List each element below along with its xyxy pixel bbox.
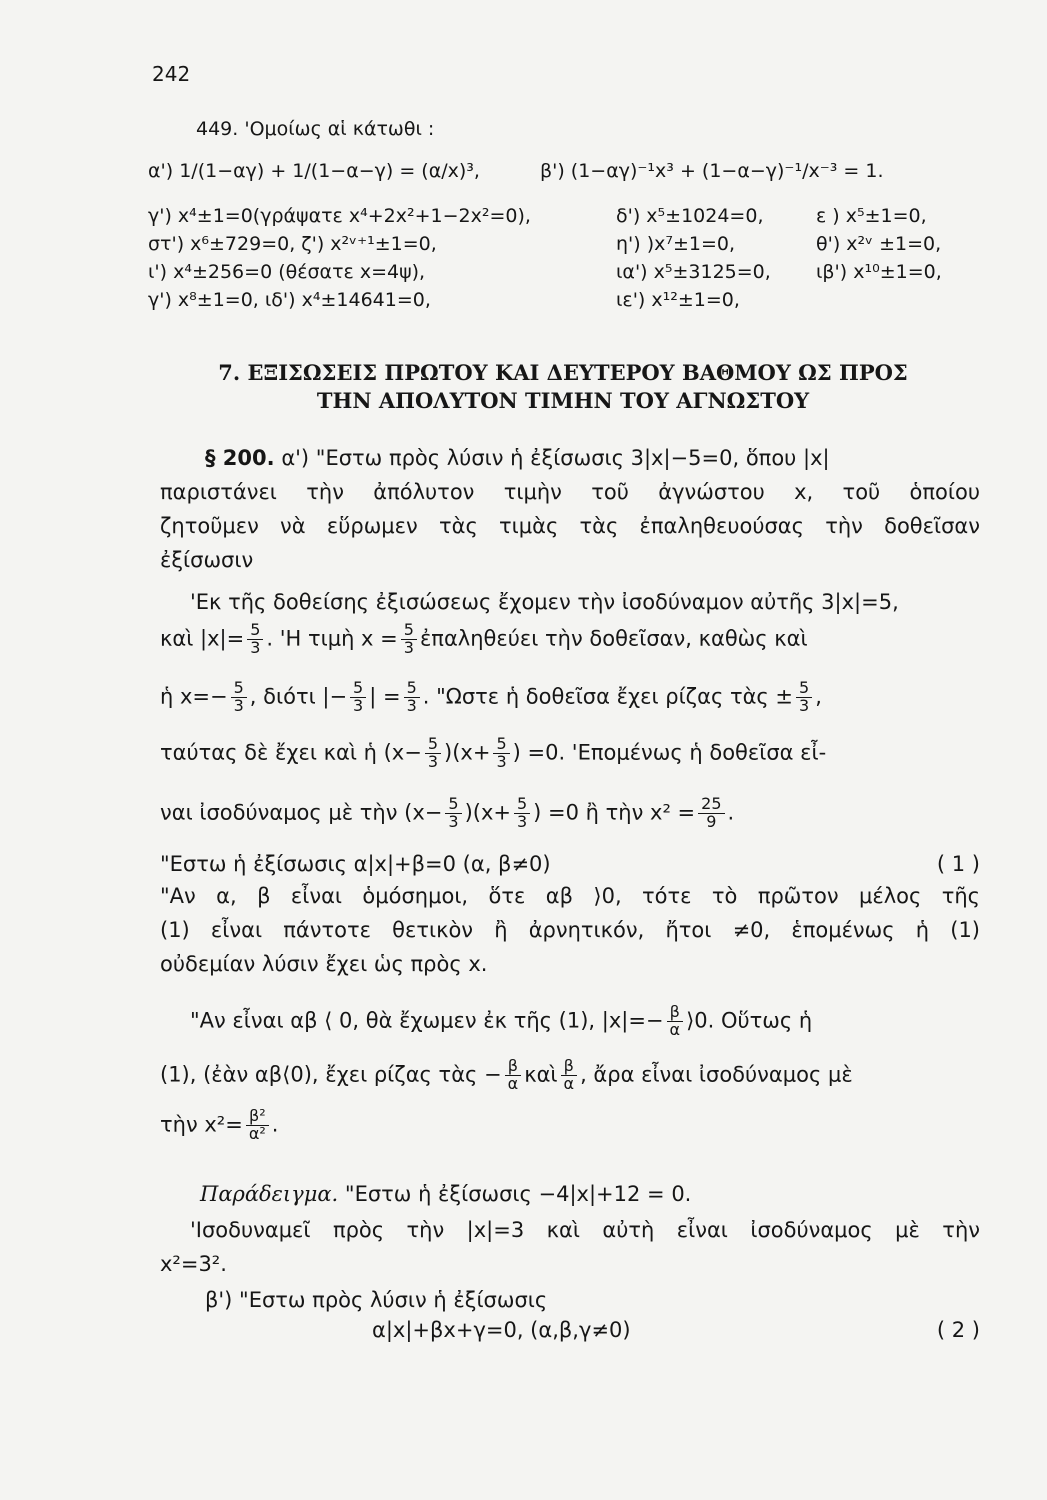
exercise-st: στ') x⁶±729=0, ζ') x²ᵛ⁺¹±1=0,: [148, 233, 437, 255]
denominator: 3: [250, 637, 261, 657]
text-run: τὴν x²=: [160, 1112, 243, 1137]
exercise-i: ι') x⁴±256=0 (θέσατε x=4ψ),: [148, 261, 426, 283]
numerator: β: [667, 1004, 684, 1022]
fraction: [493, 736, 509, 771]
body-line-8: [160, 736, 980, 771]
exercise-a: α') 1/(1−αγ) + 1/(1−α−γ) = (α/x)³,: [148, 160, 480, 182]
numerator: β: [561, 1058, 578, 1076]
numerator: 5: [350, 680, 366, 698]
text-run: καὶ |x|=: [160, 626, 245, 651]
example-label: Παράδειγμα.: [200, 1182, 339, 1206]
period: .: [727, 800, 735, 825]
body-line-2: παριστάνει τὴν ἀπόλυτον τιμὴν τοῦ ἀγνώστου x, τοῦ ὁποίου: [160, 480, 980, 504]
body-line-4: ἐξίσωσιν: [160, 548, 254, 572]
fraction: [698, 796, 724, 831]
exercise-h: η') )x⁷±1=0,: [616, 233, 736, 255]
body-line-13: οὐδεμίαν λύσιν ἔχει ὡς πρὸς x.: [160, 952, 488, 976]
exercise-ia: ια') x⁵±3125=0,: [616, 261, 771, 283]
text-run: ) =0. 'Επομένως ἡ δοθεῖσα εἶ-: [512, 740, 827, 765]
denominator: α: [563, 1073, 575, 1093]
text-run: καὶ: [524, 1062, 558, 1087]
body-line-17: [200, 1182, 980, 1206]
fraction: [246, 1108, 269, 1143]
section-title-line-1: 7. ΕΞΙΣΩΣΕΙΣ ΠΡΩΤΟΥ ΚΑΙ ΔΕΥΤΕΡΟΥ ΒΑΘΜΟΥ ΩΣ ΠΡΟΣ: [218, 360, 908, 385]
fraction: [350, 680, 366, 715]
text-run: "Εστω ἡ ἐξίσωσις −4|x|+12 = 0.: [344, 1182, 692, 1206]
body-line-6: [160, 622, 980, 657]
numerator: 5: [425, 736, 441, 754]
numerator: 5: [401, 622, 417, 640]
denominator: 3: [496, 751, 507, 771]
text-run: ) =0 ἢ τὴν x² =: [533, 800, 696, 825]
denominator: α²: [248, 1123, 266, 1143]
numerator: β²: [246, 1108, 269, 1126]
fraction: [561, 1058, 578, 1093]
fraction: [425, 736, 441, 771]
exercise-ie: ιε') x¹²±1=0,: [616, 289, 740, 311]
equation-1: "Εστω ἡ ἐξίσωσις α|x|+β=0 (α, β≠0): [160, 852, 551, 876]
text-run: ἐπαληθεύει τὴν δοθεῖσαν, καθὼς καὶ: [419, 626, 808, 651]
body-line-11: "Αν α, β εἶναι ὁμόσημοι, ὅτε αβ ⟩0, τότε τὸ πρῶτον μέλος τῆς: [160, 884, 980, 908]
text-run: ⟩0. Οὕτως ἡ: [686, 1008, 813, 1033]
denominator: 3: [448, 811, 459, 831]
denominator: 3: [427, 751, 439, 771]
body-line-19: x²=3².: [160, 1252, 227, 1276]
denominator: 9: [706, 811, 717, 831]
body-line-1: [205, 446, 980, 470]
denominator: α: [507, 1073, 519, 1093]
text-run: "Αν εἶναι αβ ⟨ 0, θὰ ἔχωμεν ἐκ τῆς (1), |x|=−: [190, 1008, 664, 1033]
body-line-14: [190, 1004, 980, 1039]
section-title-line-2: ΤΗΝ ΑΠΟΛΥΤΟΝ ΤΙΜΗΝ ΤΟΥ ΑΓΝΩΣΤΟΥ: [316, 388, 810, 413]
body-line-15: [160, 1058, 980, 1093]
denominator: 3: [516, 811, 528, 831]
exercise-g2: γ') x⁸±1=0, ιδ') x⁴±14641=0,: [148, 289, 431, 311]
fraction: [247, 622, 263, 657]
text-run: . 'Η τιμὴ x =: [266, 626, 398, 651]
body-line-12: (1) εἶναι πάντοτε θετικὸν ἢ ἀρνητικόν, ἤτοι ≠0, ἑπομένως ἡ (1): [160, 918, 980, 942]
denominator: 3: [403, 637, 414, 657]
numerator: 5: [404, 680, 420, 698]
exercise-d: δ') x⁵±1024=0,: [616, 205, 764, 227]
exercise-heading: 449. 'Ομοίως αἱ κάτωθι :: [196, 118, 435, 140]
text-run: | =: [369, 684, 401, 709]
paragraph-mark: § 200.: [205, 446, 275, 470]
equation-2: α|x|+βx+γ=0, (α,β,γ≠0): [372, 1318, 631, 1342]
fraction: [445, 796, 461, 831]
page-number: 242: [152, 62, 191, 86]
equation-number-2: ( 2 ): [936, 1318, 980, 1342]
body-line-5: 'Εκ τῆς δοθείσης ἐξισώσεως ἔχομεν τὴν ἰσοδύναμον αὐτῆς 3|x|=5,: [190, 590, 899, 614]
text-run: )(x+: [444, 740, 491, 765]
fraction: [667, 1004, 684, 1039]
denominator: 3: [233, 695, 244, 715]
body-line-18: 'Ισοδυναμεῖ πρὸς τὴν |x|=3 καὶ αὐτὴ εἶναι ἰσοδύναμος μὲ τὴν: [190, 1218, 980, 1242]
numerator: β: [505, 1058, 522, 1076]
exercise-b: β') (1−αγ)⁻¹x³ + (1−α−γ)⁻¹/x⁻³ = 1.: [540, 160, 884, 182]
exercise-th: θ') x²ᵛ ±1=0,: [816, 233, 942, 255]
numerator: 5: [493, 736, 509, 754]
body-line-16: [160, 1108, 980, 1143]
body-line-21: [372, 1318, 980, 1342]
fraction: [514, 796, 530, 831]
text-run: , ἄρα εἶναι ἰσοδύναμος μὲ: [580, 1062, 853, 1087]
text-run: . "Ωστε ἡ δοθεῖσα ἔχει ρίζας τὰς ±: [422, 684, 794, 709]
denominator: 3: [406, 695, 417, 715]
period: .: [271, 1112, 279, 1137]
text-run: , διότι |−: [249, 684, 348, 709]
numerator: 5: [514, 796, 530, 814]
body-line-3: ζητοῦμεν νὰ εὕρωμεν τὰς τιμὰς τὰς ἐπαληθευούσας τὴν δοθεῖσαν: [160, 514, 980, 538]
numerator: 5: [796, 680, 812, 698]
text-run: ναι ἰσοδύναμος μὲ τὴν (x−: [160, 800, 443, 825]
body-line-7: [160, 680, 980, 715]
exercise-e: ε ) x⁵±1=0,: [816, 205, 927, 227]
numerator: 25: [698, 796, 724, 814]
denominator: α: [669, 1019, 681, 1039]
comma: ,: [815, 684, 822, 709]
body-line-20: β') "Εστω πρὸς λύσιν ἡ ἐξίσωσις: [205, 1288, 548, 1312]
fraction: [401, 622, 417, 657]
fraction: [796, 680, 812, 715]
numerator: 5: [231, 680, 247, 698]
body-line-9: [160, 796, 980, 831]
text-run: ταύτας δὲ ἔχει καὶ ἡ (x−: [160, 740, 422, 765]
equation-number-1: ( 1 ): [936, 852, 980, 876]
body-line-10: [160, 852, 980, 876]
body-text: α') "Εστω πρὸς λύσιν ἡ ἐξίσωσις 3|x|−5=0, ὅπου |x|: [281, 446, 830, 470]
exercise-ib: ιβ') x¹⁰±1=0,: [816, 261, 942, 283]
denominator: 3: [799, 695, 810, 715]
fraction: [404, 680, 420, 715]
fraction: [231, 680, 247, 715]
numerator: 5: [445, 796, 461, 814]
text-run: )(x+: [464, 800, 511, 825]
numerator: 5: [247, 622, 263, 640]
exercise-g: γ') x⁴±1=0(γράψατε x⁴+2x²+1−2x²=0),: [148, 205, 531, 227]
text-run: ἡ x=−: [160, 684, 228, 709]
fraction: [505, 1058, 522, 1093]
denominator: 3: [353, 695, 364, 715]
text-run: (1), (ἐὰν αβ⟨0), ἔχει ρίζας τὰς −: [160, 1062, 502, 1087]
